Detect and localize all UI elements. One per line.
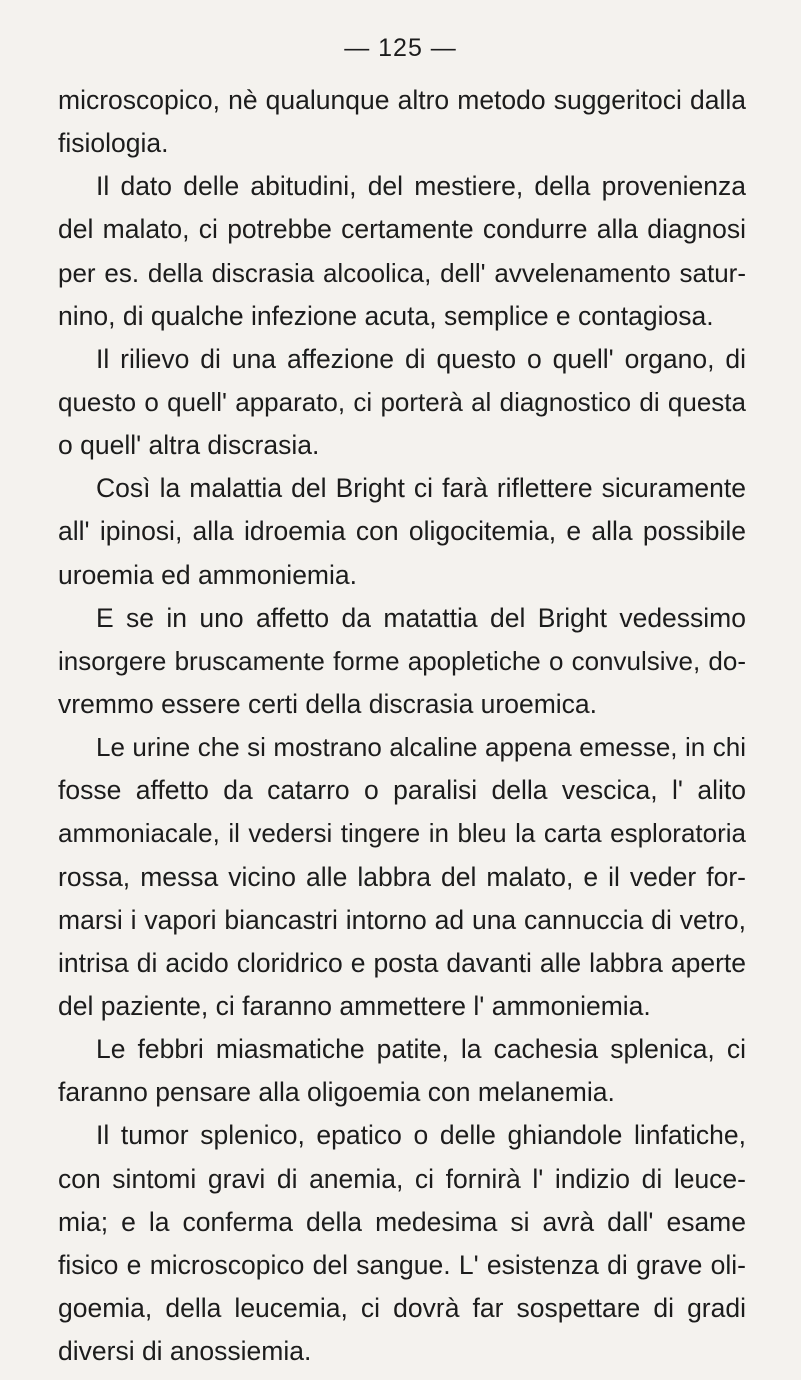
page-number-header: — 125 —: [344, 34, 457, 62]
text-line: insorgere bruscamente forme apopletiche o convulsive, do-: [58, 645, 746, 676]
text-line: E se in uno affetto da matattia del Bright vedessimo: [96, 602, 746, 633]
text-line: Le urine che si mostrano alcaline appena emesse, in chi: [96, 732, 746, 763]
text-line: o quell' altra discrasia.: [58, 430, 320, 461]
text-line: uroemia ed ammoniemia.: [58, 559, 357, 590]
text-line: per es. della discrasia alcoolica, dell' avvelenamento satur-: [58, 257, 746, 288]
text-line: fisiologia.: [58, 128, 169, 159]
text-line: Il tumor splenico, epatico o delle ghiandole linfatiche,: [96, 1120, 746, 1151]
text-line: fisico e microscopico del sangue. L' esistenza di grave oli-: [58, 1249, 746, 1280]
text-line: marsi i vapori biancastri intorno ad una cannuccia di vetro,: [58, 904, 746, 935]
text-line: diversi di anossiemia.: [58, 1336, 312, 1367]
text-line: fosse affetto da catarro o paralisi della vescica, l' alito: [58, 775, 746, 806]
text-line: goemia, della leucemia, ci dovrà far sospettare di gradi: [58, 1292, 746, 1323]
text-line: rossa, messa vicino alle labbra del malato, e il veder for-: [58, 861, 746, 892]
text-line: intrisa di acido cloridrico e posta davanti alle labbra aperte: [58, 947, 746, 978]
text-line: questo o quell' apparato, ci porterà al diagnostico di questa: [58, 386, 746, 417]
text-line: Le febbri miasmatiche patite, la cachesia splenica, ci: [96, 1034, 746, 1065]
text-line: mia; e la conferma della medesima si avrà dall' esame: [58, 1206, 746, 1237]
text-line: del paziente, ci faranno ammettere l' ammoniemia.: [58, 990, 651, 1021]
text-line: Così la malattia del Bright ci farà riflettere sicuramente: [96, 473, 746, 504]
text-line: con sintomi gravi di anemia, ci fornirà l' indizio di leuce-: [58, 1163, 746, 1194]
text-line: del malato, ci potrebbe certamente condurre alla diagnosi: [58, 214, 746, 245]
body-text: [58, 79, 746, 1373]
text-line: vremmo essere certi della discrasia uroemica.: [58, 688, 598, 719]
text-line: ammoniacale, il vedersi tingere in bleu la carta esploratoria: [58, 818, 746, 849]
text-line: nino, di qualche infezione acuta, semplice e contagiosa.: [58, 300, 714, 331]
text-line: all' ipinosi, alla idroemia con oligocitemia, e alla possibile: [58, 516, 746, 547]
text-line: microscopico, nè qualunque altro metodo suggeritoci dalla: [58, 85, 746, 115]
text-line: Il dato delle abitudini, del mestiere, della provenienza: [96, 171, 746, 202]
text-line: Il rilievo di una affezione di questo o quell' organo, di: [96, 343, 746, 374]
text-line: faranno pensare alla oligoemia con melanemia.: [58, 1077, 615, 1108]
